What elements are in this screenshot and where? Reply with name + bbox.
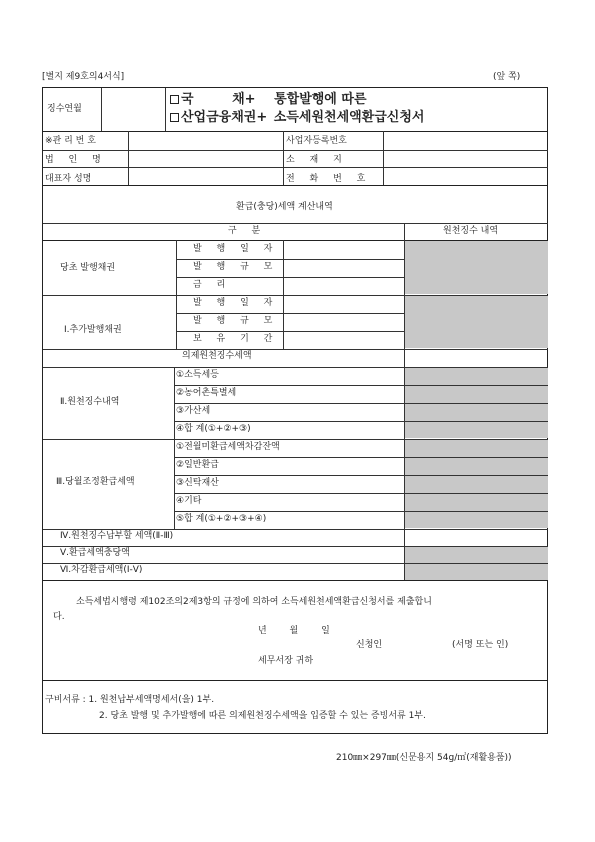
statement-line1: 소득세법시행령 제102조의2제3항의 규정에 의하여 소득세원천세액환급신청서를 제출합니	[76, 597, 432, 607]
applicant-label: 신청인	[356, 640, 383, 650]
attachments-line1: 구비서류 : 1. 원천납부세액명세서(을) 1부.	[45, 695, 215, 705]
phone-label: 전 화 번 호	[286, 174, 372, 184]
m3-label: ③신탁재산	[176, 478, 219, 488]
w3-label: ③가산세	[176, 406, 211, 416]
statement-line2: 다.	[53, 612, 65, 622]
w2-label: ②농어촌특별세	[176, 388, 237, 398]
recipient-label: 세무서장 귀하	[258, 656, 314, 666]
mgmt-no-label: ※관 리 번 호	[45, 136, 96, 146]
paper-spec: 210㎜×297㎜(신문용지 54g/㎡(재활용품))	[336, 753, 512, 763]
page-side: (앞 쪽)	[493, 72, 521, 82]
additional-bonds-label: Ⅰ.추가발행채권	[64, 325, 122, 335]
shade-additional	[404, 296, 548, 348]
calc-section-title: 환급(충당)세액 계산내역	[236, 202, 333, 212]
signature-field[interactable]: (서명 또는 인)	[452, 640, 509, 650]
add-issue-size-label: 발 행 규 모	[193, 316, 279, 326]
collection-period-label: 징수연월	[47, 104, 82, 114]
initial-bonds-label: 당초 발행채권	[60, 263, 116, 273]
row-vi-label: Ⅵ.차감환급세액(Ⅰ-Ⅴ)	[60, 565, 143, 575]
col-category: 구 분	[228, 226, 267, 236]
row-iv-label: Ⅳ.원천징수납부할 세액(Ⅱ-Ⅲ)	[60, 531, 174, 541]
shade-monthly	[404, 439, 548, 528]
refund-application-form	[42, 87, 548, 734]
application-date[interactable]: 년 월 일	[258, 626, 330, 636]
rep-name-label: 대표자 성명	[45, 174, 92, 184]
issue-size-label: 발 행 규 모	[193, 262, 279, 272]
w4-label: ④합 계(①+②+③)	[176, 424, 251, 434]
form-title-line2: 산업금융채권+ 소득세원천세액환급신청서	[170, 111, 424, 124]
attachments-line2: 2. 당초 발행 및 추가발행에 따른 의제원천징수세액을 입증할 수 있는 증빙서류 1부.	[99, 711, 426, 721]
col-withholding: 원천징수 내역	[443, 226, 499, 236]
add-issue-date-label: 발 행 일 자	[193, 298, 279, 308]
bond-type-checkbox-2[interactable]	[170, 113, 179, 122]
w1-label: ①소득세등	[176, 370, 219, 380]
row-v-label: Ⅴ.환급세액충당액	[60, 548, 130, 558]
biz-reg-no-label: 사업자등록번호	[286, 136, 347, 146]
m2-label: ②일반환급	[176, 460, 219, 470]
monthly-refund-label: Ⅲ.당월조정환급세액	[56, 477, 135, 487]
m5-label: ⑤합 계(①+②+③+④)	[176, 514, 267, 524]
holding-period-label: 보 유 기 간	[193, 334, 279, 344]
bond-type-checkbox[interactable]	[170, 95, 179, 104]
form-number: [별지 제9호의4서식]	[42, 72, 125, 82]
shade-initial	[404, 241, 548, 294]
form-title-line1: 국 채+ 통합발행에 따른	[170, 93, 367, 106]
address-label: 소 재 지	[286, 155, 348, 165]
withholding-detail-label: Ⅱ.원천징수내역	[60, 397, 120, 407]
deemed-tax-label: 의제원천징수세액	[182, 351, 252, 361]
issue-date-label: 발 행 일 자	[193, 244, 279, 254]
m1-label: ①전월미환급세액차감잔액	[176, 442, 280, 452]
interest-label: 금 리	[193, 280, 232, 290]
m4-label: ④기타	[176, 496, 202, 506]
corp-name-label: 법 인 명	[45, 155, 107, 165]
